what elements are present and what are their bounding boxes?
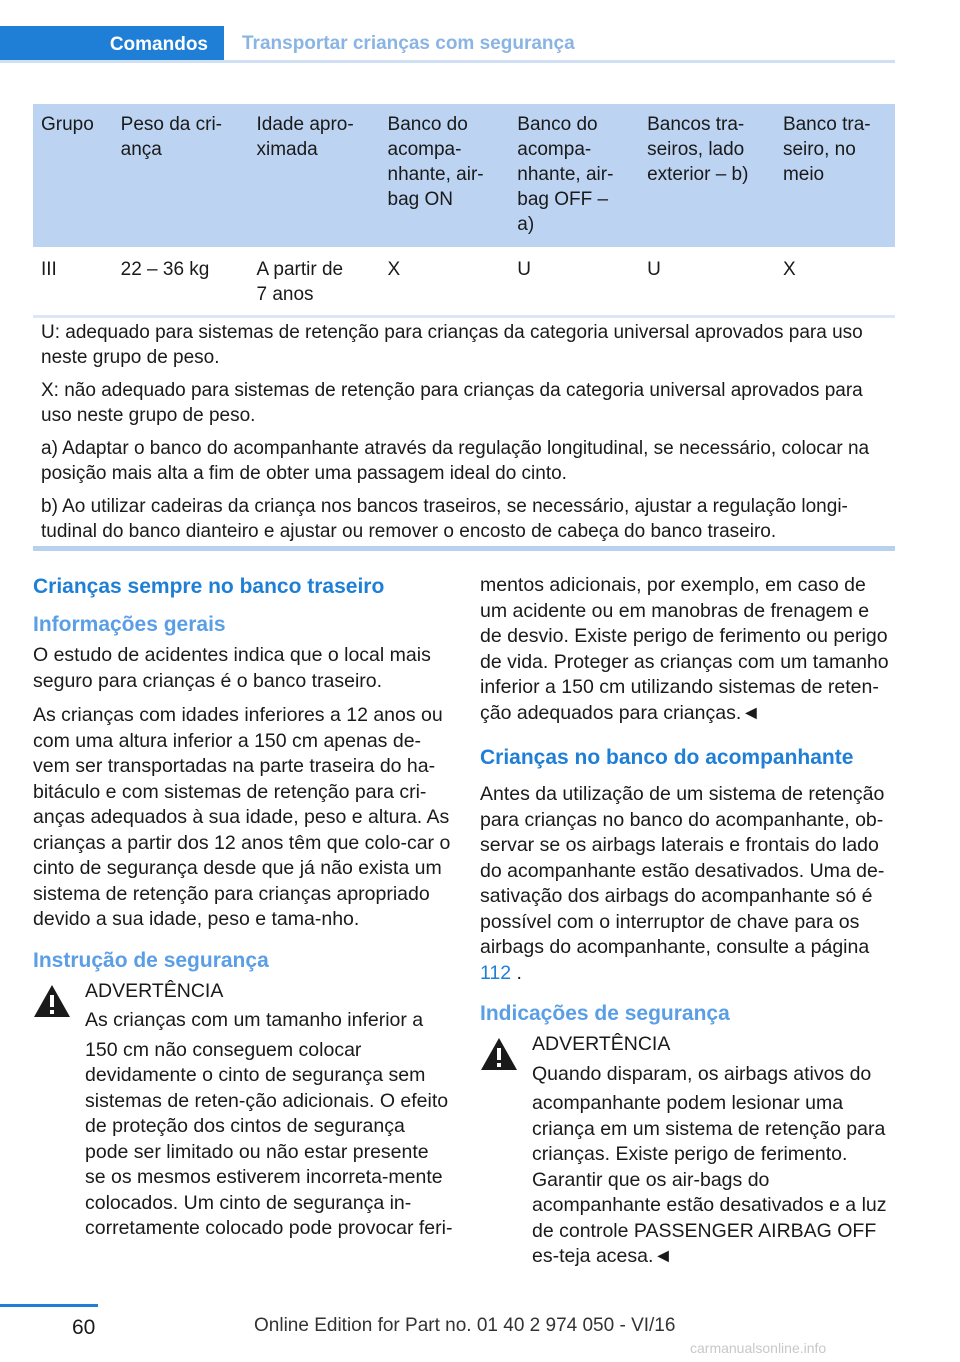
table-note: a) Adaptar o banco do acompanhante através da regulação longitudinal, se necessário, colocar na posição mais alta a fim de obter uma passagem ideal do cinto. <box>41 438 870 484</box>
table-cell: A partir de 7 anos <box>249 247 380 317</box>
column-header: Idade apro- ximada <box>249 104 380 247</box>
warning-label: ADVERTÊNCIA <box>532 1033 671 1055</box>
page-reference-link[interactable]: 112 <box>480 961 512 984</box>
page-title: Transportar crianças com segurança <box>242 33 575 54</box>
table-cell: U <box>639 247 775 317</box>
warning-label: ADVERTÊNCIA <box>85 979 224 1002</box>
table-note: b) Ao utilizar cadeiras da criança nos bancos traseiros, se necessário, ajustar a regulação longi-tudinal do banco dianteiro e ajustar ou remover o encosto de cabeça do banco traseiro. <box>41 496 848 542</box>
subheading-safety-instruction: Instrução de segurança <box>33 948 269 972</box>
column-header: Peso da cri- ança <box>113 104 249 247</box>
watermark: carmanualsonline.info <box>690 1340 827 1356</box>
table-row <box>33 247 895 317</box>
section-tab <box>0 26 224 62</box>
column-header: Grupo <box>33 104 113 247</box>
table-notes <box>41 320 889 552</box>
table-note: X: não adequado para sistemas de retenção para crianças da categoria universal aprovados para uso neste grupo de peso. <box>41 380 863 426</box>
warning-text: acompanhante podem lesionar uma criança em um sistema de retenção para crianças. Existe perigo de ferimento. Garantir que os air-bags do acompanhante estão desativados e a luz de controle PASSENGER AIRBAG OFF es-teja acesa.◄ <box>532 1092 887 1267</box>
section-heading: Crianças no banco do acompanhante <box>480 746 854 769</box>
table-header-row <box>33 104 895 247</box>
subheading-safety-notes: Indicações de segurança <box>480 1002 730 1025</box>
paragraph-text: Antes da utilização de um sistema de retenção para crianças no banco do acompanhante, ob-servar se os airbags laterais e frontais do lado do acompanhante estão desativados. Uma de-sativação dos airbags do acompanhante só é possível com o interruptor de chave para os airbags do acompanhante, consulte a página <box>480 783 885 958</box>
section-label: Comandos <box>109 34 208 55</box>
warning-block <box>33 979 453 1242</box>
left-column <box>33 573 453 1246</box>
column-header: Banco tra- seiro, no meio <box>775 104 895 247</box>
column-header: Banco do acompa- nhante, air- bag OFF – a) <box>509 104 639 247</box>
table-cell: III <box>33 247 113 317</box>
section-heading: Crianças sempre no banco traseiro <box>33 575 385 598</box>
warning-lead: As crianças com um tamanho inferior a <box>85 1009 424 1031</box>
warning-text: 150 cm não conseguem colocar devidamente o cinto de segurança sem sistemas de reten-ção adicionais. O efeito de proteção dos cintos de segurança pode ser limitado ou não estar presente se os mesmos estiverem incorreta-mente colocados. Um cinto de segurança in-corretamente colocado pode provocar feri- <box>85 1038 453 1239</box>
paragraph-continued: mentos adicionais, por exemplo, em caso de um acidente ou em manobras de frenagem e de desvio. Existe perigo de ferimento ou perigo de vida. Proteger as crianças com um tamanho inferior a 150 cm utilizando sistemas de reten-ção adequados para crianças.◄ <box>480 574 889 724</box>
paragraph-end: . <box>511 961 522 984</box>
table-cell: 22 – 36 kg <box>113 247 249 317</box>
edition-info: Online Edition for Part no. 01 40 2 974 050 - VI/16 <box>254 1315 676 1336</box>
table-cell: U <box>509 247 639 317</box>
table-cell: X <box>380 247 510 317</box>
warning-icon <box>480 1036 518 1072</box>
right-column <box>480 573 896 1274</box>
warning-icon <box>33 983 71 1019</box>
section-separator <box>33 546 895 551</box>
column-header: Bancos tra- seiros, lado exterior – b) <box>639 104 775 247</box>
subheading-general-info: Informações gerais <box>33 613 226 636</box>
paragraph: O estudo de acidentes indica que o local mais seguro para crianças é o banco traseiro. <box>33 644 431 692</box>
footer-line <box>0 1304 98 1307</box>
column-header: Banco do acompa- nhante, air- bag ON <box>380 104 510 247</box>
warning-block <box>480 1032 896 1270</box>
paragraph <box>480 782 896 986</box>
child-seat-table <box>33 104 895 318</box>
page-number: 60 <box>72 1316 96 1339</box>
warning-lead: Quando disparam, os airbags ativos do <box>532 1062 872 1085</box>
paragraph: As crianças com idades inferiores a 12 anos ou com uma altura inferior a 150 cm apenas de-vem ser transportadas na parte traseira do ha-bitáculo e com sistemas de retenção para cri-anças adequados à sua idade, peso e altura. As crianças a partir dos 12 anos têm que colo-car o cinto de segurança desde que já não exista um sistema de retenção para crianças apropriado devido a sua idade, peso e tama-nho. <box>33 704 451 930</box>
table-note: U: adequado para sistemas de retenção para crianças da categoria universal aprovados para uso neste grupo de peso. <box>41 322 863 368</box>
table-cell: X <box>775 247 895 317</box>
header-divider <box>0 60 895 63</box>
